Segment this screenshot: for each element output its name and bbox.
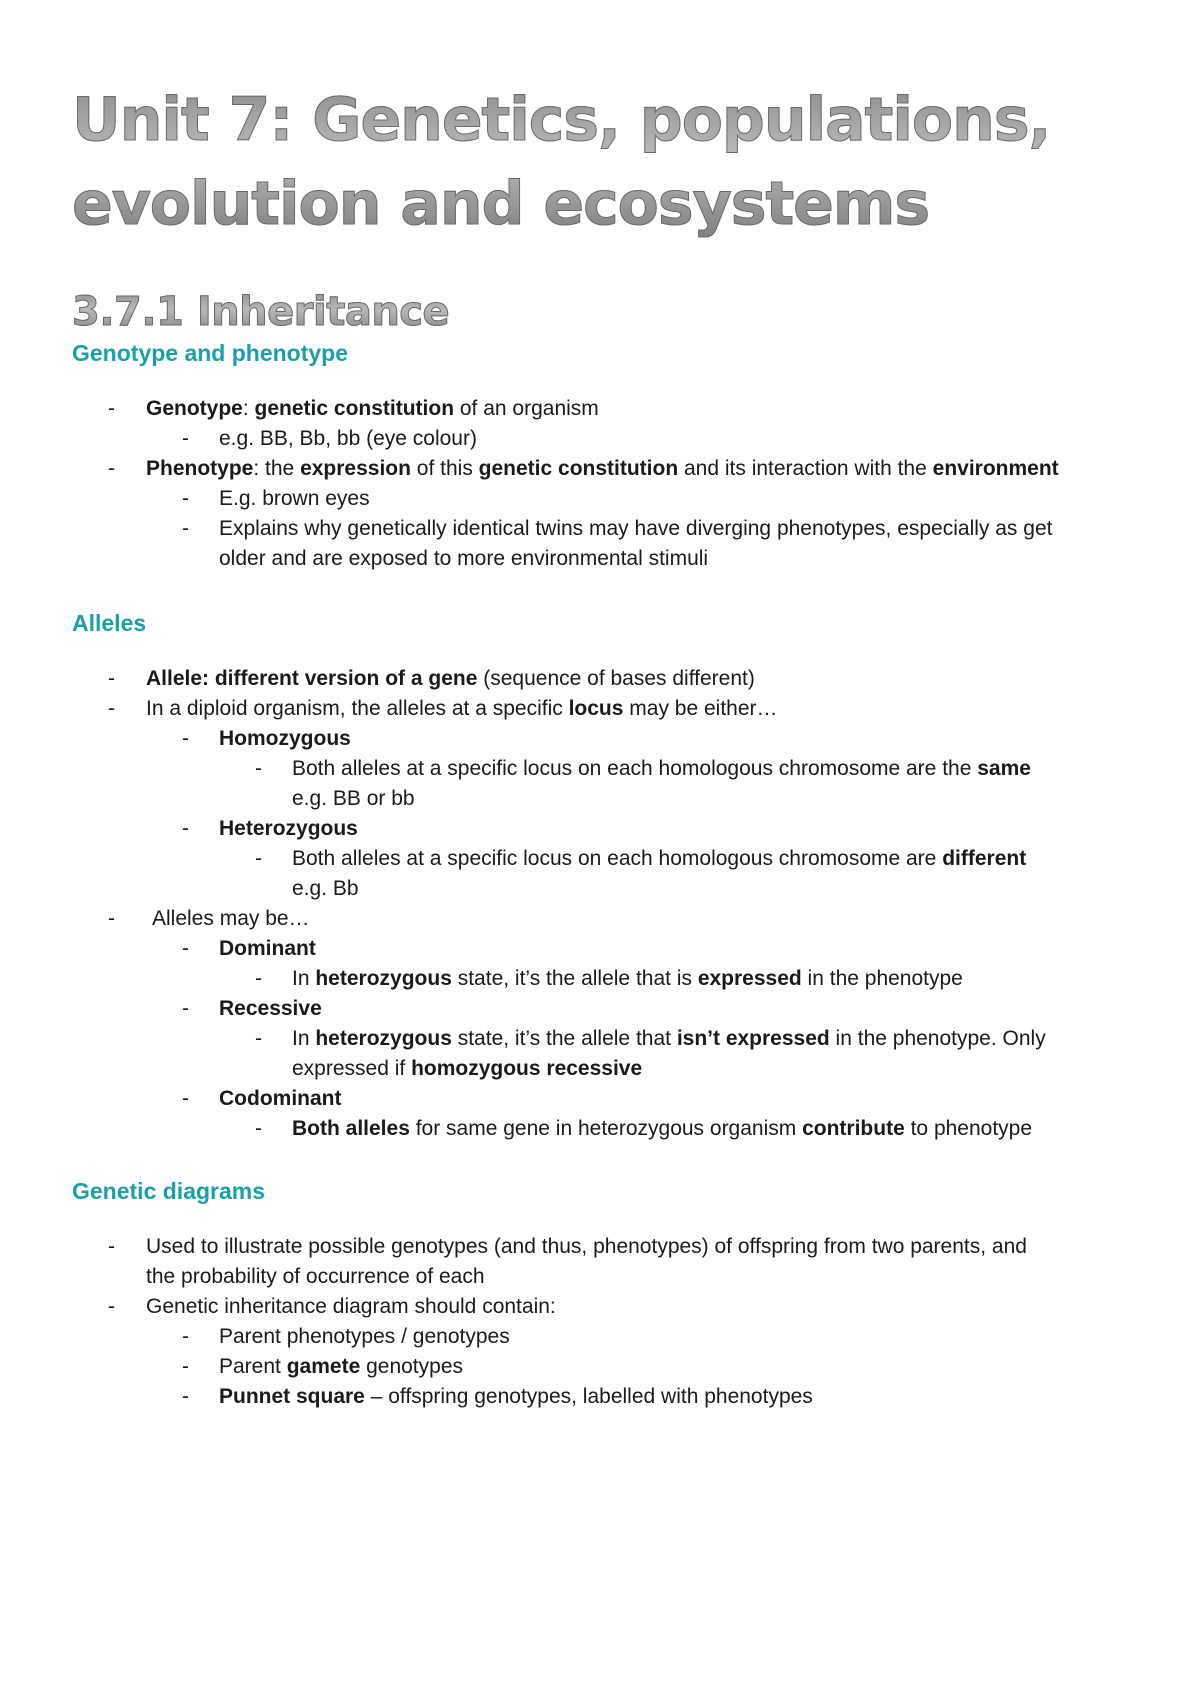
bullet-dash: - [182, 937, 189, 960]
bullet-dash: - [182, 427, 189, 450]
bullet-dash: - [182, 817, 189, 840]
allele-definition: Allele: different version of a gene (sequence of bases different) [146, 667, 755, 690]
bullet-dash: - [182, 1325, 189, 1348]
phenotype-example: E.g. brown eyes [219, 487, 370, 510]
heading-genetic-diagrams: Genetic diagrams [72, 1178, 266, 1204]
heading-genotype-phenotype: Genotype and phenotype [72, 340, 349, 366]
diploid-text: In a diploid organism, the alleles at a specific locus may be either… [146, 697, 778, 720]
twins-line-2: older and are exposed to more environmental stimuli [219, 547, 709, 570]
bullet-dash: - [182, 1355, 189, 1378]
bullet-dash: - [182, 1385, 189, 1408]
title-line-2: evolution and ecosystems [72, 169, 930, 239]
bullet-dash: - [255, 967, 262, 990]
alleles-may-be: Alleles may be… [152, 907, 310, 930]
heterozygous-example: e.g. Bb [292, 877, 359, 900]
genotype-definition: Genotype: genetic constitution of an organism [146, 397, 599, 420]
homozygous-example: e.g. BB or bb [292, 787, 415, 810]
bullet-dash: - [255, 757, 262, 780]
phenotype-definition: Phenotype: the expression of this genetic constitution and its interaction with the environment [146, 457, 1059, 480]
bullet-dash: - [108, 697, 115, 720]
title-line-1: Unit 7: Genetics, populations, [72, 85, 1051, 155]
punnet-square: Punnet square – offspring genotypes, labelled with phenotypes [219, 1385, 813, 1408]
bullet-dash: - [108, 1235, 115, 1258]
codominant-description: Both alleles for same gene in heterozygous organism contribute to phenotype [292, 1117, 1033, 1140]
bullet-dash: - [255, 1027, 262, 1050]
parent-phenotypes: Parent phenotypes / genotypes [219, 1325, 510, 1348]
bullet-dash: - [182, 997, 189, 1020]
document-title [72, 78, 1132, 246]
genotype-example: e.g. BB, Bb, bb (eye colour) [219, 427, 477, 450]
diagrams-used-line-1: Used to illustrate possible genotypes (and thus, phenotypes) of offspring from two parents, and [146, 1235, 1027, 1258]
recessive-term: Recessive [219, 997, 322, 1020]
bullet-dash: - [182, 517, 189, 540]
bullet-dash: - [108, 667, 115, 690]
bullet-dash: - [108, 457, 115, 480]
homozygous-description: Both alleles at a specific locus on each homologous chromosome are the same [292, 757, 1031, 780]
dominant-term: Dominant [219, 937, 316, 960]
bullet-dash: - [255, 1117, 262, 1140]
diagram-contents: Genetic inheritance diagram should contain: [146, 1295, 556, 1318]
parent-gamete-genotypes: Parent gamete genotypes [219, 1355, 463, 1378]
codominant-term: Codominant [219, 1087, 342, 1110]
section-subtitle: 3.7.1 Inheritance [72, 289, 450, 335]
bullet-dash: - [182, 1087, 189, 1110]
dominant-description: In heterozygous state, it’s the allele that is expressed in the phenotype [292, 967, 963, 990]
heterozygous-term: Heterozygous [219, 817, 358, 840]
bullet-dash: - [108, 1295, 115, 1318]
bullet-dash: - [108, 907, 115, 930]
recessive-description: In heterozygous state, it’s the allele that isn’t expressed in the phenotype. Only [292, 1027, 1046, 1050]
bullet-dash: - [108, 397, 115, 420]
heading-alleles: Alleles [72, 610, 147, 636]
bullet-dash: - [182, 727, 189, 750]
twins-line-1: Explains why genetically identical twins may have diverging phenotypes, especially as get [219, 517, 1053, 540]
recessive-description-cont: expressed if homozygous recessive [292, 1057, 643, 1080]
diagrams-used-line-2: the probability of occurrence of each [146, 1265, 485, 1288]
homozygous-term: Homozygous [219, 727, 351, 750]
heterozygous-description: Both alleles at a specific locus on each homologous chromosome are different [292, 847, 1027, 870]
bullet-dash: - [182, 487, 189, 510]
bullet-dash: - [255, 847, 262, 870]
